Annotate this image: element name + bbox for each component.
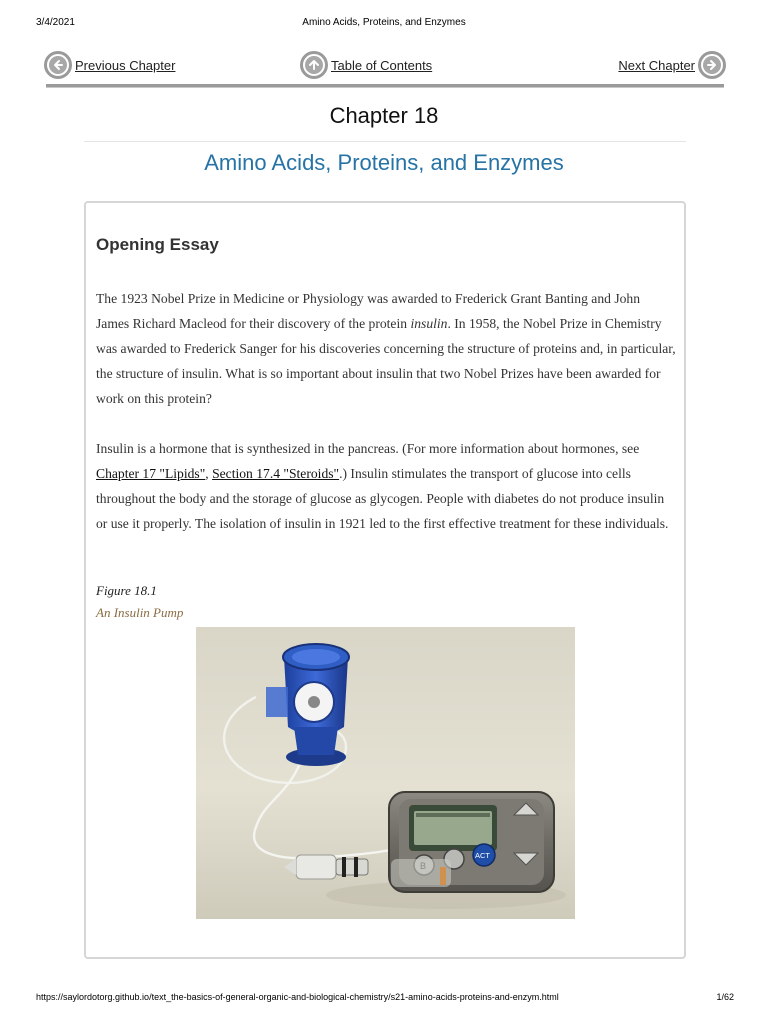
link-separator: , xyxy=(205,466,213,481)
essay-paragraph-2 xyxy=(96,436,676,536)
insulin-emphasis: insulin xyxy=(410,316,448,331)
table-of-contents-label[interactable]: Table of Contents xyxy=(331,57,433,73)
chapter-divider xyxy=(84,141,686,142)
print-title: Amino Acids, Proteins, and Enzymes xyxy=(302,17,466,28)
section-17-4-steroids-link[interactable]: Section 17.4 "Steroids" xyxy=(212,466,340,481)
print-footer xyxy=(0,992,768,1006)
next-chapter-label[interactable]: Next Chapter xyxy=(618,57,695,73)
chapter-17-lipids-link[interactable]: Chapter 17 "Lipids" xyxy=(96,466,206,481)
arrow-up-icon[interactable] xyxy=(300,51,328,79)
print-date: 3/4/2021 xyxy=(36,17,75,28)
navigation-divider xyxy=(46,84,724,88)
figure-caption: An Insulin Pump xyxy=(96,605,184,620)
print-url: https://saylordotorg.github.io/text_the-basics-of-general-organic-and-biological-chemistry/s21-amino-acids-proteins-and-enzym.html xyxy=(36,992,559,1002)
opening-essay-box xyxy=(84,201,686,959)
table-of-contents-link[interactable] xyxy=(300,48,432,82)
tubing-connector xyxy=(284,855,368,879)
arrow-right-icon[interactable] xyxy=(698,51,726,79)
essay-heading: Opening Essay xyxy=(96,235,219,254)
essay-paragraph-1 xyxy=(96,286,676,411)
paragraph-2-text-end: .) Insulin stimulates the transport of glucose into cells throughout the body and the storage of glucose as glycogen. People with diabetes do not produce insulin or use it properly. The isolation of insulin in 1921 led to the first effective treatment for these individuals. xyxy=(96,466,669,531)
previous-chapter-link[interactable] xyxy=(44,48,175,82)
next-chapter-link[interactable] xyxy=(618,48,726,82)
chapter-number: Chapter 18 xyxy=(329,103,439,128)
paragraph-1-text-end: . In 1958, the Nobel Prize in Chemistry was awarded to Frederick Sanger for his discoveries concerning the structure of proteins and, in particular, the structure of insulin. What is so important about insulin that two Nobel Prizes have been awarded for work on this protein? xyxy=(96,316,676,406)
arrow-left-icon[interactable] xyxy=(44,51,72,79)
insulin-pump-device xyxy=(389,792,554,892)
chapter-navigation xyxy=(44,48,726,84)
figure-number: Figure 18.1 xyxy=(96,583,157,598)
pump-button-act: ACT xyxy=(475,851,490,860)
previous-chapter-label[interactable]: Previous Chapter xyxy=(75,57,176,73)
paragraph-1-text-start: The 1923 Nobel Prize in Medicine or Physiology was awarded to Frederick Grant Banting and John James Richard Macleod for their discovery of the protein xyxy=(96,291,641,331)
insulin-pump-photo xyxy=(196,627,575,919)
paragraph-2-text-start: Insulin is a hormone that is synthesized in the pancreas. (For more information about hormones, see xyxy=(96,441,640,456)
chapter-title: Amino Acids, Proteins, and Enzymes xyxy=(204,150,564,175)
print-page-number: 1/62 xyxy=(716,992,734,1002)
print-header xyxy=(0,17,768,33)
